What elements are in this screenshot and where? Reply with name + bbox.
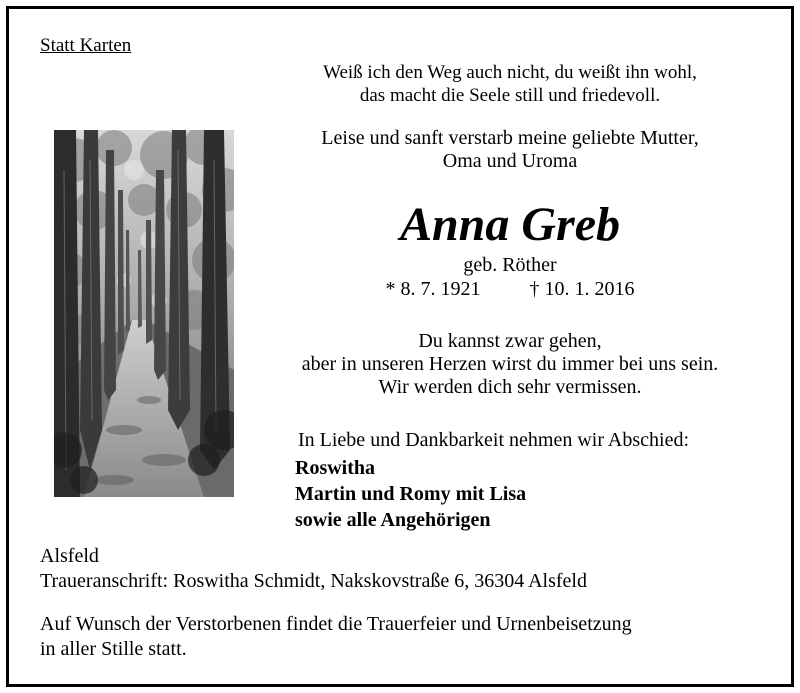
tree-avenue-photo [54,130,234,497]
intro-line: Oma und Uroma [442,150,578,172]
deceased-name: Anna Greb [399,198,621,251]
maiden-name: geb. Röther [463,254,557,276]
death-date: † 10. 1. 2016 [529,278,635,300]
life-dates [290,277,730,301]
mourners-list [295,455,526,533]
ceremony-note [40,612,740,662]
farewell-line: Wir werden dich sehr vermissen. [378,376,642,398]
note-line: in aller Stille statt. [40,638,187,660]
mourner-name: Martin und Romy mit Lisa [295,483,527,505]
mourner-name: Roswitha [295,457,376,479]
verse [290,61,730,107]
verse-line: Weiß ich den Weg auch nicht, du weißt ihn wohl, [323,62,697,83]
farewell-line: Du kannst zwar gehen, [418,330,602,352]
intro-line: Leise und sanft verstarb meine geliebte Mutter, [321,127,699,149]
mourners-intro: In Liebe und Dankbarkeit nehmen wir Abschied: [298,429,689,451]
footer [40,544,587,594]
intro-text [290,127,730,173]
verse-line: das macht die Seele still und friedevoll. [359,85,661,106]
note-line: Auf Wunsch der Verstorbenen findet die Trauerfeier und Urnenbeisetzung [40,613,632,635]
footer-place: Alsfeld [40,545,99,567]
birth-date: * 8. 7. 1921 [385,278,481,300]
farewell-line: aber in unseren Herzen wirst du immer bei uns sein. [301,353,719,375]
footer-address: Traueranschrift: Roswitha Schmidt, Nakskovstraße 6, 36304 Alsfeld [40,570,587,592]
farewell-text [280,330,740,399]
header-label: Statt Karten [40,35,132,56]
mourner-name: sowie alle Angehörigen [295,509,491,531]
